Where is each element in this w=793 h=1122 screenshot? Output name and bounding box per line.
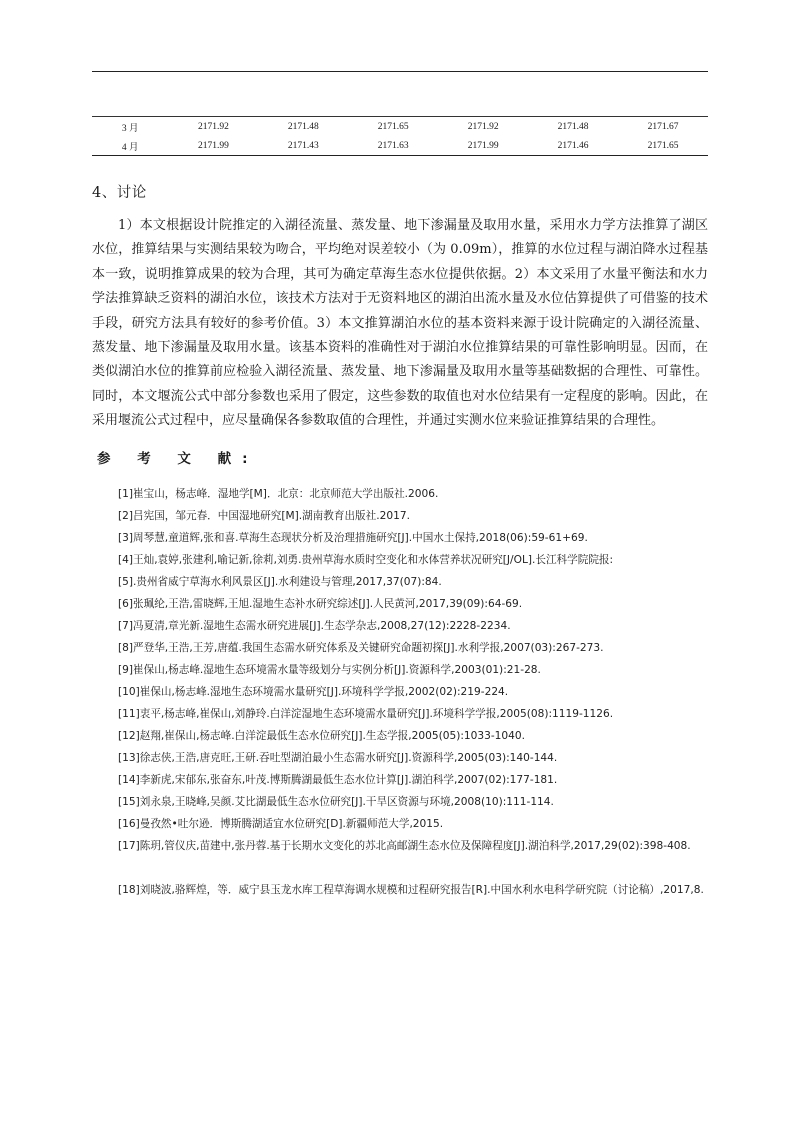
reference-item: [12]赵翔,崔保山,杨志峰.白洋淀最低生态水位研究[J].生态学报,2005(05):1033-1040. (118, 730, 526, 742)
reference-item: [16]曼孜然•吐尔逊．博斯腾湖适宜水位研究[D].新疆师范大学,2015. (118, 818, 444, 830)
reference-item: [15]刘永泉,王晓峰,吴颜.艾比湖最低生态水位研究[J].干旱区资源与环境,2008(10):111-114. (118, 796, 554, 808)
table-cell: 2171.48 (287, 121, 319, 132)
table-cell: 2171.63 (377, 140, 409, 151)
section-heading: 4、讨论 (92, 185, 147, 201)
table-cell: 2171.43 (287, 140, 319, 151)
reference-item: [6]张珮纶,王浩,雷晓辉,王旭.湿地生态补水研究综述[J].人民黄河,2017,39(09):64-69. (118, 598, 523, 610)
reference-item: [17]陈玥,管仪庆,苗建中,张丹蓉.基于长期水文变化的苏北高邮湖生态水位及保障程度[J].湖泊科学,2017,29(02):398-408. (118, 840, 691, 852)
reference-item: [8]严登华,王浩,王芳,唐蕴.我国生态需水研究体系及关键研究命题初探[J].水利学报,2007(03):267-273. (118, 642, 604, 654)
reference-item: [5].贵州省威宁草海水利风景区[J].水利建设与管理,2017,37(07):84. (118, 576, 442, 588)
table-bottom-rule (92, 155, 708, 156)
table-cell: 2171.92 (467, 121, 499, 132)
references-heading: 参 考 文 献: (97, 451, 259, 467)
table-cell: 2171.65 (377, 121, 409, 132)
reference-item: [1]崔宝山，杨志峰．湿地学[M]．北京：北京师范大学出版社.2006. (118, 488, 439, 500)
table-row (92, 136, 708, 155)
water-level-table (92, 117, 708, 155)
reference-item: [3]周琴慧,童道辉,张和喜.草海生态现状分析及治理措施研究[J].中国水土保持,2018(06):59-61+69. (118, 532, 588, 544)
reference-item: [13]徐志侠,王浩,唐克旺,王研.吞吐型湖泊最小生态需水研究[J].资源科学,2005(03):140-144. (118, 752, 558, 764)
reference-item: [18]刘晓波,骆辉煌，等．威宁县玉龙水库工程草海调水规模和过程研究报告[R].中国水利水电科学研究院（讨论稿）,2017,8. (118, 884, 704, 896)
table-cell: 2171.48 (557, 121, 589, 132)
reference-item: [11]衷平,杨志峰,崔保山,刘静玲.白洋淀湿地生态环境需水量研究[J].环境科学学报,2005(08):1119-1126. (118, 708, 614, 720)
table-cell: 2171.99 (467, 140, 499, 151)
reference-item: [7]冯夏清,章光新.湿地生态需水研究进展[J].生态学杂志,2008,27(12):2228-2234. (118, 620, 511, 632)
table-cell: 4 月 (121, 142, 139, 153)
discussion-paragraph: 1）本文根据设计院推定的入湖径流量、蒸发量、地下渗漏量及取用水量，采用水力学方法推算了湖区水位，推算结果与实测结果较为吻合，平均绝对误差较小（为 0.09m），推算的水位过程与湖泊降水过程基本一致，说明推算成果的较为合理，其可为确定草海生态水位提供依据。2）本文采用了水量平衡法和水力学法推算缺乏资料的湖泊水位，该技术方法对于无资料地区的湖泊出流水量及水位估算提供了可借鉴的技术手段，研究方法具有较好的参考价值。3）本文推算湖泊水位的基本资料来源于设计院确定的入湖径流量、蒸发量、地下渗漏量及取用水量。该基本资料的准确性对于湖泊水位推算结果的可靠性影响明显。因而，在类似湖泊水位的推算前应检验入湖径流量、蒸发量、地下渗漏量及取用水量等基础数据的合理性、可靠性。同时，本文堰流公式中部分参数也采用了假定，这些参数的取值也对水位结果有一定程度的影响。因此，在采用堰流公式过程中，应尽量确保各参数取值的合理性，并通过实测水位来验证推算结果的合理性。 (92, 218, 708, 429)
table-cell: 2171.67 (647, 121, 679, 132)
table-cell: 2171.92 (197, 121, 229, 132)
table-cell: 2171.65 (647, 140, 679, 151)
table-cell: 2171.46 (557, 140, 589, 151)
reference-item: [4]王灿,袁婷,张建利,喻记新,徐莉,刘勇.贵州草海水质时空变化和水体营养状况研究[J/OL].长江科学院院报: (118, 554, 614, 566)
table-cell: 2171.99 (197, 140, 229, 151)
table-row (92, 117, 708, 136)
reference-item: [10]崔保山,杨志峰.湿地生态环境需水量研究[J].环境科学学报,2002(02):219-224. (118, 686, 509, 698)
table-cell: 3 月 (121, 123, 139, 134)
reference-item: [14]李新虎,宋郁东,张奋东,叶茂.博斯腾湖最低生态水位计算[J].湖泊科学,2007(02):177-181. (118, 774, 558, 786)
reference-item: [2]吕宪国，邹元春．中国湿地研究[M].湖南教育出版社.2017. (118, 510, 410, 522)
reference-item: [9]崔保山,杨志峰.湿地生态环境需水量等级划分与实例分析[J].资源科学,2003(01):21-28. (118, 664, 541, 676)
header-rule (92, 71, 708, 72)
